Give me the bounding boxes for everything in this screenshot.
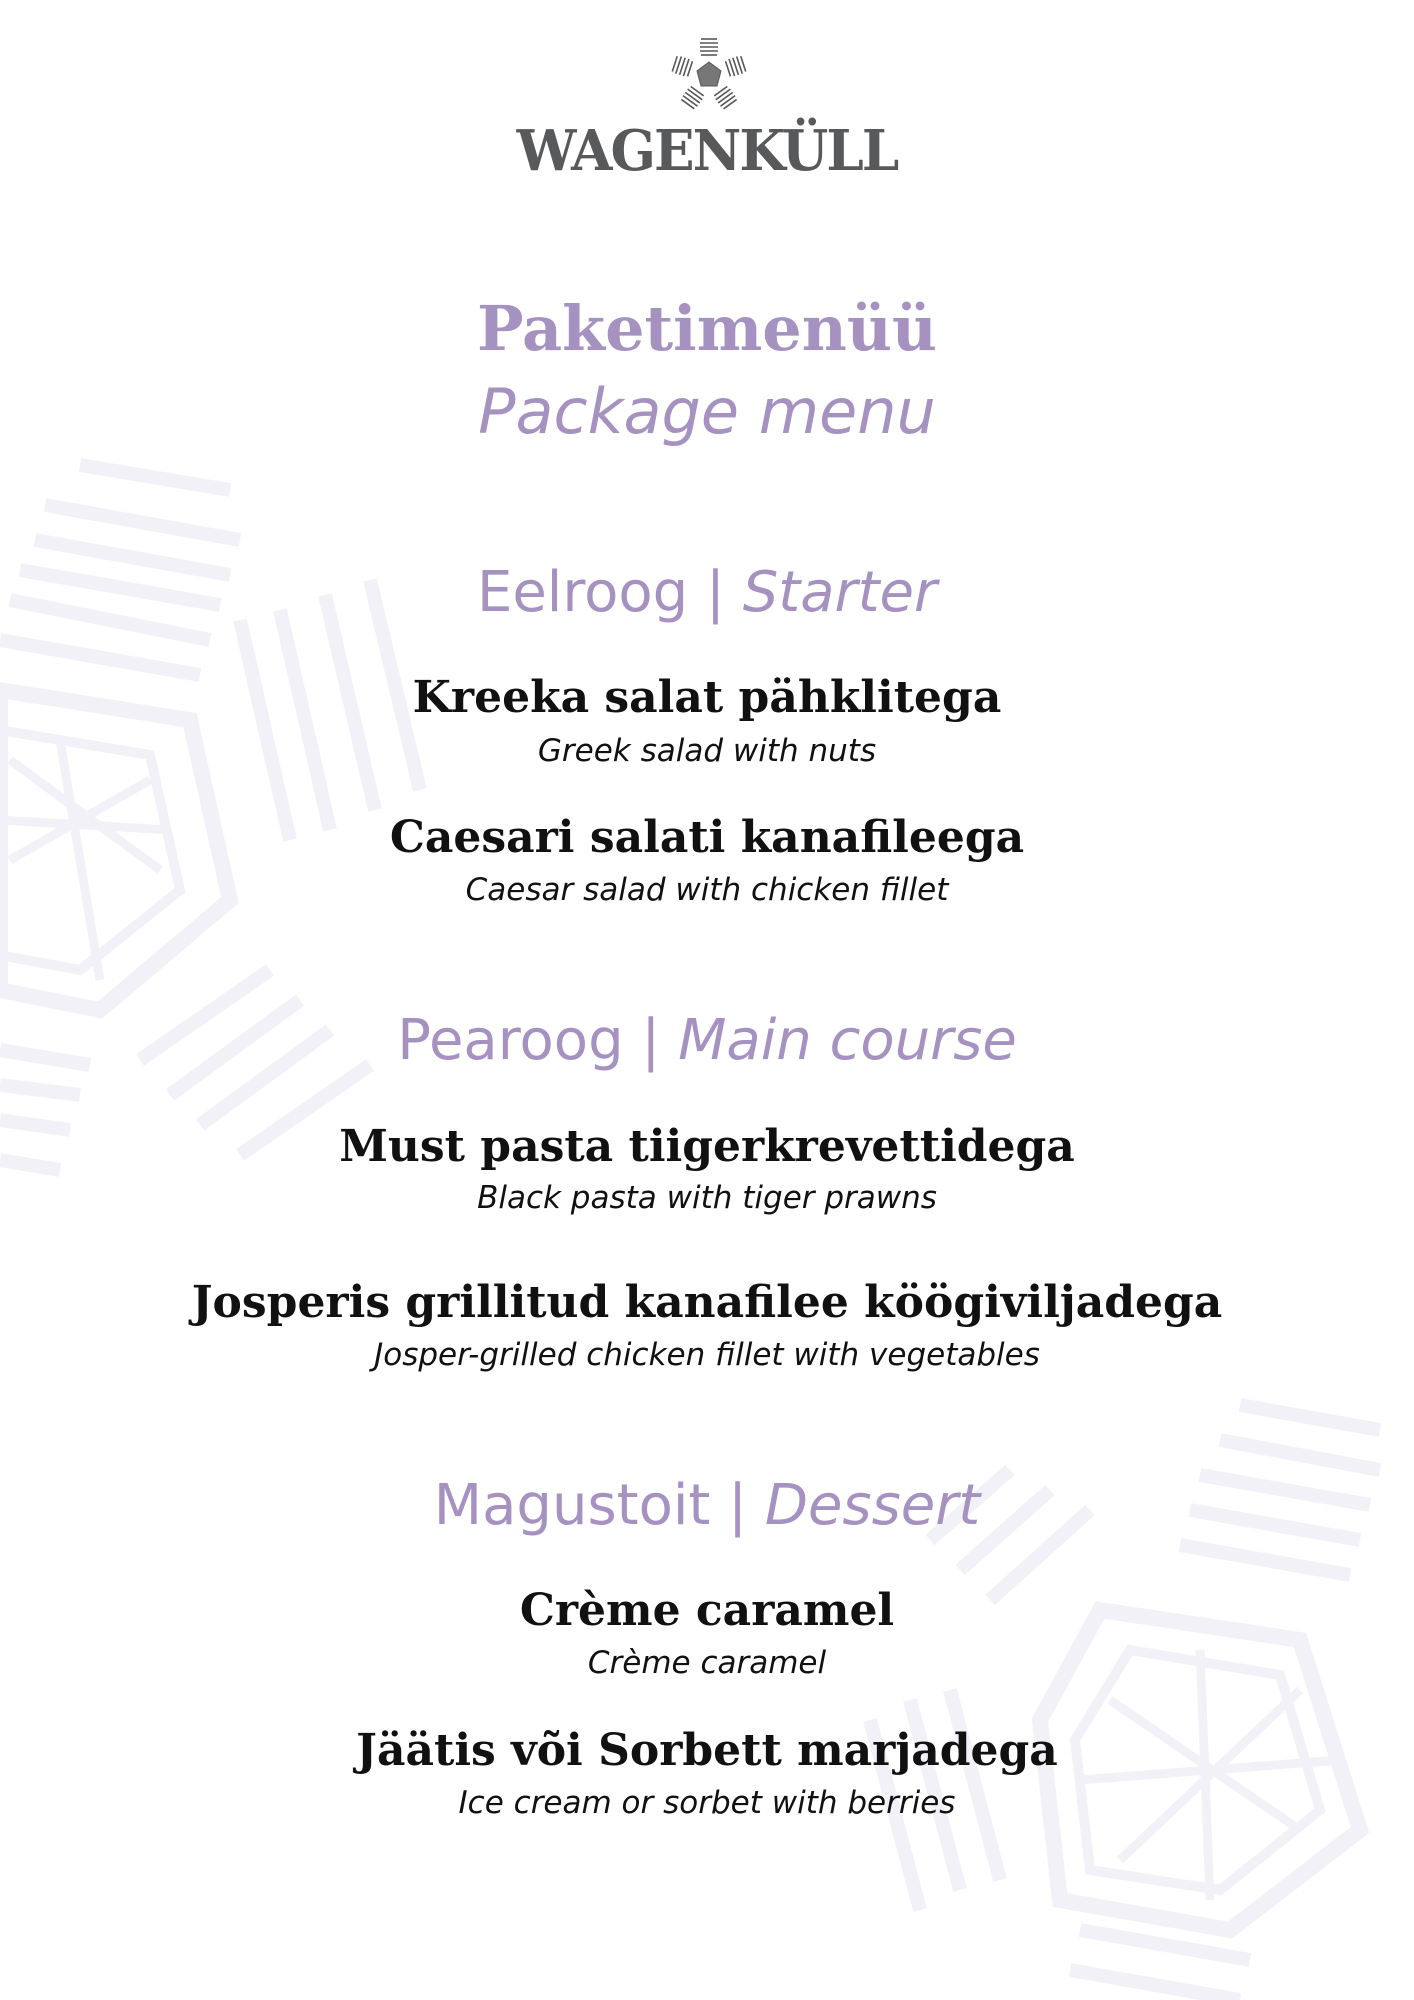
section-heading-starter: Eelroog | Starter	[476, 560, 938, 625]
section-heading-dessert: Magustoit | Dessert	[433, 1473, 981, 1538]
section-heading-main-course: Pearoog | Main course	[397, 1008, 1017, 1073]
dish-translation: Caesar salad with chicken fillet	[465, 872, 949, 908]
page-title: Paketimenüü	[476, 292, 937, 365]
brand-wordmark: WAGENKÜLL	[516, 118, 898, 184]
dish-translation: Ice cream or sorbet with berries	[458, 1785, 956, 1821]
dish-name: Kreeka salat pähklitega	[412, 672, 1002, 723]
dish-translation: Josper-grilled chicken fillet with vegetables	[374, 1337, 1040, 1373]
page-subtitle: Package menu	[478, 375, 936, 448]
dish-translation: Crème caramel	[587, 1645, 827, 1681]
dish-name: Crème caramel	[519, 1585, 895, 1636]
dish-name: Josperis grillitud kanafilee köögiviljadega	[191, 1277, 1223, 1328]
dish-name: Jäätis või Sorbett marjadega	[356, 1725, 1058, 1776]
dish-translation: Black pasta with tiger prawns	[477, 1180, 937, 1216]
dish-name: Must pasta tiigerkrevettidega	[339, 1121, 1075, 1172]
dish-name: Caesari salati kanafileega	[389, 812, 1025, 863]
dish-translation: Greek salad with nuts	[537, 733, 877, 769]
brand-logo-icon	[670, 36, 748, 114]
